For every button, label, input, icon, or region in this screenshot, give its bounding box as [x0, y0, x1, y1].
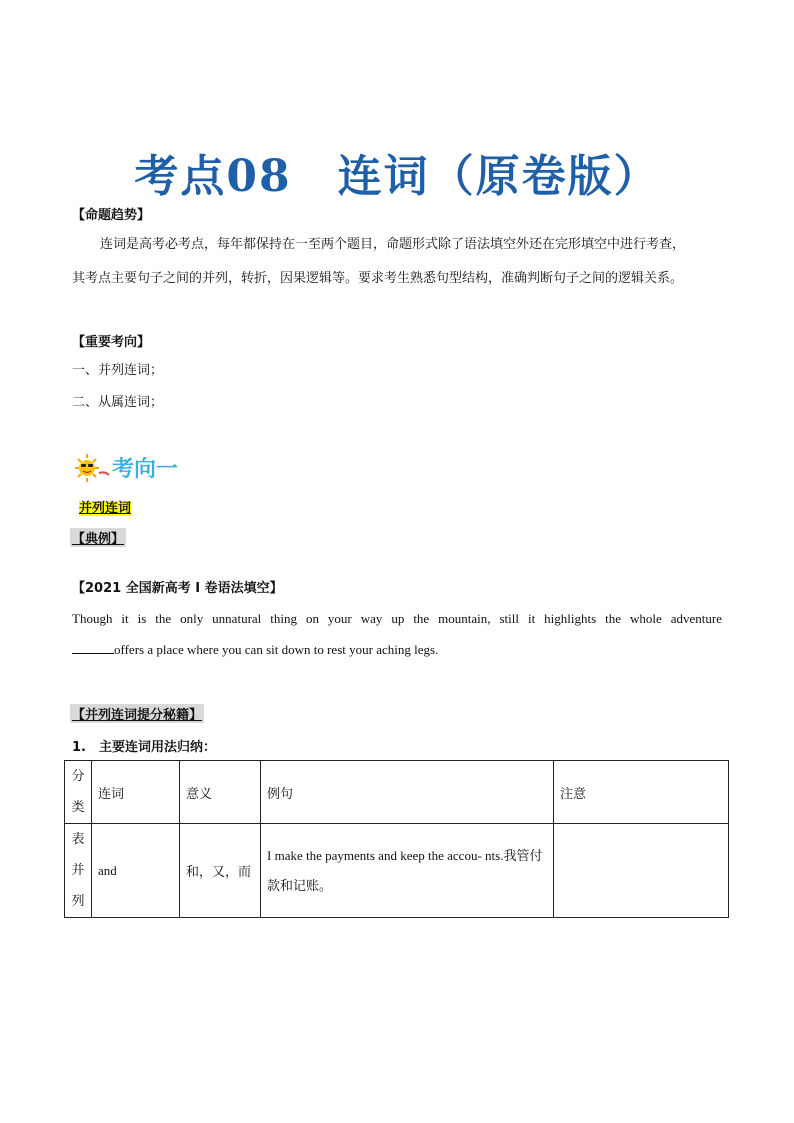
page-title: 考点08 连词（原卷版）: [134, 151, 660, 202]
key-direction-item: 二、从属连词；: [72, 395, 164, 410]
sun-icon: [72, 453, 110, 483]
table-header-row: [65, 761, 729, 824]
table-cell-category: 表并列: [65, 824, 92, 918]
table-cell-conj: and: [92, 824, 180, 918]
example-sentence-line2-wrap: [72, 642, 438, 658]
tips-label: 【并列连词提分秘籍】: [70, 704, 204, 723]
table-header-cell: 注意: [554, 761, 729, 824]
conjunction-table: [64, 760, 729, 918]
table-row: [65, 824, 729, 918]
trend-text-line2: 其考点主要句子之间的并列，转折，因果逻辑等。要求考生熟悉句型结构，准确判断句子之间的逻辑关系。: [72, 271, 684, 286]
example-source: 【2021 全国新高考 I 卷语法填空】: [72, 581, 283, 596]
table-cell-meaning: 和，又，而: [180, 824, 261, 918]
example-label: 【典例】: [70, 528, 126, 547]
section-header: [72, 452, 178, 483]
table-header-cell: 例句: [261, 761, 554, 824]
key-direction-item: 一、并列连词；: [72, 363, 164, 378]
table-header-cell: 意义: [180, 761, 261, 824]
table-cell-example: I make the payments and keep the accou- nts.我管付款和记账。: [261, 824, 554, 918]
trend-text-line1: 连词是高考必考点，每年都保持在一至两个题目，命题形式除了语法填空外还在完形填空中进行考查，: [100, 237, 686, 252]
table-header-cell: 连词: [92, 761, 180, 824]
table-cell-note: [554, 824, 729, 918]
example-sentence-line1: Though it is the only unnatural thing on your way up the mountain, still it highlights the whole adventure: [72, 611, 722, 626]
section-subtitle-wrap: [79, 497, 131, 516]
list-heading: 1. 主要连词用法归纳：: [72, 740, 216, 755]
section-title: 考向一: [112, 457, 179, 482]
trend-label: 【命题趋势】: [72, 208, 151, 223]
section-subtitle: 并列连词: [79, 501, 132, 516]
example-sentence-line2: offers a place where you can sit down to rest your aching legs.: [114, 642, 439, 657]
answer-blank: [72, 642, 114, 654]
table-header-cell: 分类: [65, 761, 92, 824]
key-directions-label: 【重要考向】: [72, 335, 151, 350]
